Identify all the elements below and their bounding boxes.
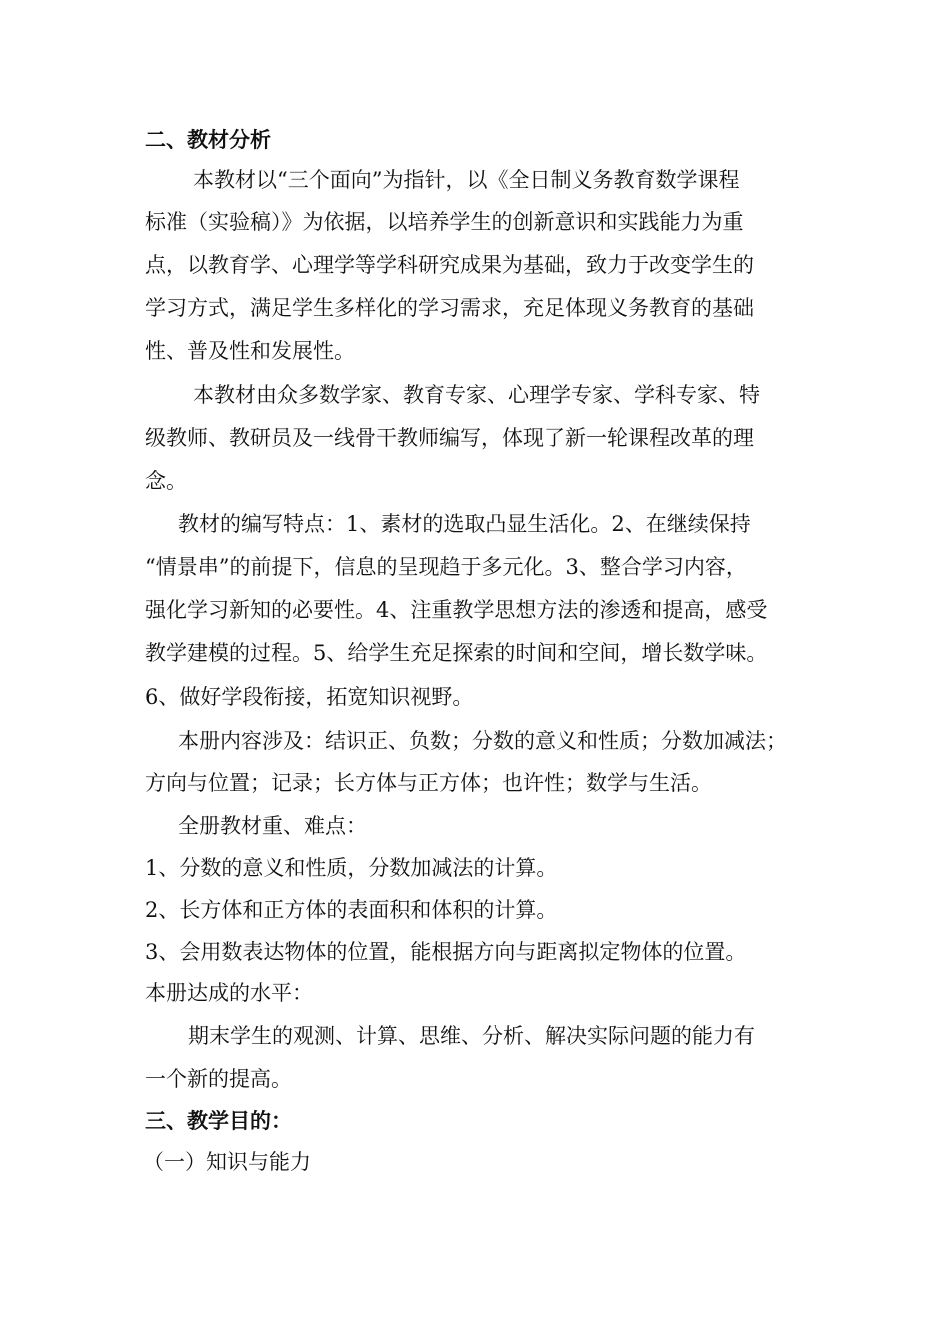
paragraph-line: 本教材以“三个面向”为指针，以《全日制义务教育数学课程 (193, 168, 740, 192)
level-title: 本册达成的水平： (145, 981, 313, 1005)
paragraph-line: “情景串”的前提下，信息的呈现趋于多元化。3、整合学习内容， (145, 555, 747, 579)
paragraph-line: 期末学生的观测、计算、思维、分析、解决实际问题的能力有 (188, 1024, 755, 1048)
paragraph-line: 点，以教育学、心理学等学科研究成果为基础，致力于改变学生的 (145, 253, 754, 277)
subsection-heading: （一）知识与能力 (143, 1150, 311, 1174)
paragraph-line: 教材的编写特点：1、素材的选取凸显生活化。2、在继续保持 (178, 512, 751, 536)
paragraph-line: 本教材由众多数学家、教育专家、心理学专家、学科专家、特 (193, 383, 760, 407)
paragraph-line: 强化学习新知的必要性。4、注重教学思想方法的渗透和提高，感受 (145, 598, 768, 622)
section-heading-objectives: 三、教学目的： (145, 1109, 292, 1133)
paragraph-line: 教学建模的过程。5、给学生充足探索的时间和空间，增长数学味。 (145, 641, 768, 665)
paragraph-line: 标准（实验稿）》为依据，以培养学生的创新意识和实践能力为重 (145, 210, 744, 234)
paragraph-line: 方向与位置；记录；长方体与正方体；也许性；数学与生活。 (145, 771, 712, 795)
paragraph-line: 级教师、教研员及一线骨干教师编写，体现了新一轮课程改革的理 (145, 426, 754, 450)
paragraph-line: 学习方式，满足学生多样化的学习需求，充足体现义务教育的基础 (145, 296, 754, 320)
list-item: 1、分数的意义和性质，分数加减法的计算。 (145, 856, 558, 880)
paragraph-line: 一个新的提高。 (145, 1067, 292, 1091)
section-heading-materials: 二、教材分析 (145, 128, 271, 152)
paragraph-line: 念。 (145, 469, 187, 493)
list-item: 3、会用数表达物体的位置，能根据方向与距离拟定物体的位置。 (145, 940, 747, 964)
paragraph-line: 性、普及性和发展性。 (145, 339, 355, 363)
paragraph-line: 6、做好学段衔接，拓宽知识视野。 (145, 685, 474, 709)
paragraph-line: 本册内容涉及：结识正、负数；分数的意义和性质；分数加减法； (178, 729, 787, 753)
focus-title: 全册教材重、难点： (178, 814, 367, 838)
list-item: 2、长方体和正方体的表面积和体积的计算。 (145, 898, 558, 922)
